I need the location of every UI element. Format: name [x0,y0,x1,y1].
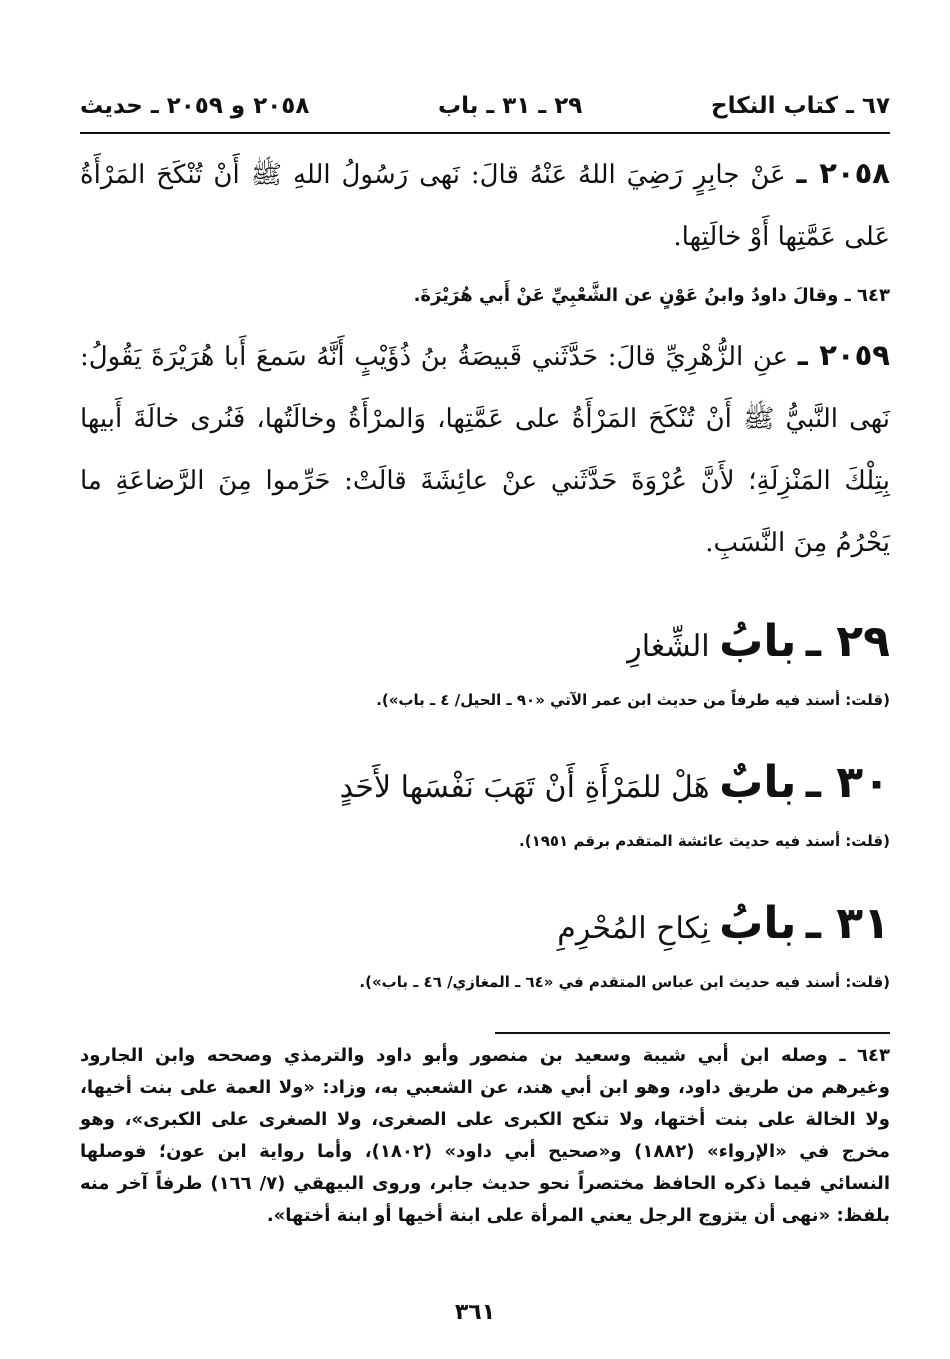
header-hadith-range: ٢٠٥٨ و ٢٠٥٩ ـ حديث [80,93,310,119]
main-content [80,142,890,997]
chapter-word: بابٌ [719,757,797,808]
chapter-30-heading [80,751,890,820]
hadith-text: عنِ الزُّهْرِيِّ قالَ: حَدَّثَني قَبيصَةُ بنُ ذُؤَيْبٍ أَنَّهُ سَمعَ أَبا هُرَيْرَةَ يَقُولُ: نَهى النَّبيُّ ﷺ أَنْ تُنْكَحَ المَرْأَةُ على عَمَّتِها، وَالمرْأَةُ وخالَتُها، فَنُرى خالَةَ أَبيها بِتِلْكَ المَنْزِلَةِ؛ لأَنَّ عُرْوَةَ حَدَّثَني عنْ عائِشَةَ قالَتْ: حَرِّموا مِنَ الرَّضاعَةِ ما يَحْرُمُ مِنَ النَّسَبِ. [80,342,890,558]
chapter-31-heading [80,892,890,961]
hadith-number: ٢٠٥٨ ـ [796,156,891,190]
chapter-number: ٣١ ـ [805,898,890,949]
hadith-number: ٢٠٥٩ ـ [797,338,891,372]
chapter-29-heading [80,610,890,679]
chapter-title: الشِّغارِ [627,629,710,664]
chapter-title: نِكاحِ المُحْرِمِ [557,911,710,946]
running-header [80,86,890,126]
hadith-2059 [80,324,890,574]
chapter-word: بابُ [719,616,797,667]
chapter-number: ٢٩ ـ [805,616,890,667]
chapter-31-note: (قلت: أسند فيه حديث ابن عباس المتقدم في «٦٤ ـ المغازي/ ٤٦ ـ باب»). [359,973,890,991]
header-rule [80,132,890,134]
chapter-word: بابُ [719,898,797,949]
muallaq-643: ٦٤٣ ـ وقالَ داودُ وابنُ عَوْنٍ عن الشَّعْبِيِّ عَنْ أَبي هُرَيْرَةَ. [413,285,890,306]
footnote-643: ٦٤٣ ـ وصله ابن أبي شيبة وسعيد بن منصور وأبو داود والترمذي وصححه وابن الجارود وغيرهم من طريق داود، وهو ابن أبي هند، عن الشعبي به، وزاد: «ولا العمة على بنت أخيها، ولا الخالة على بنت أختها، ولا تنكح الكبرى على الصغرى، ولا الصغرى على الكبرى»، وهو مخرج في «الإرواء» (١٨٨٢) و«صحيح أبي داود» (١٨٠٢)، وأما رواية ابن عون؛ فوصلها النسائي فيما ذكره الحافظ مختصراً نحو حديث جابر، وروى البيهقي (٧/ ١٦٦) طرفاً آخر منه بلفظ: «نهى أن يتزوج الرجل يعني المرأة على ابنة أخيها أو ابنة أختها». [80,1045,890,1226]
chapter-title: هَلْ للمَرْأَةِ أَنْ تَهَبَ نَفْسَها لأَحَدٍ [339,770,710,805]
footnote-rule [495,1032,890,1034]
header-book-title: ٦٧ ـ كتاب النكاح [711,93,890,119]
hadith-text: عَنْ جابِرٍ رَضِيَ اللهُ عَنْهُ قالَ: نَهى رَسُولُ اللهِ ﷺ أَنْ تُنْكَحَ المَرْأَةُ عَلى عَمَّتِها أَوْ خالَتِها. [80,160,890,252]
chapter-number: ٣٠ ـ [805,757,890,808]
page-number: ٣٦١ [454,1300,496,1325]
header-chapter-range: ٢٩ ـ ٣١ ـ باب [438,93,583,119]
chapter-29-note: (قلت: أسند فيه طرفاً من حديث ابن عمر الآتي «٩٠ ـ الحيل/ ٤ ـ باب»). [376,691,890,709]
hadith-2058 [80,142,890,268]
chapter-30-note: (قلت: أسند فيه حديث عائشة المتقدم برقم ١٩٥١). [519,832,890,850]
